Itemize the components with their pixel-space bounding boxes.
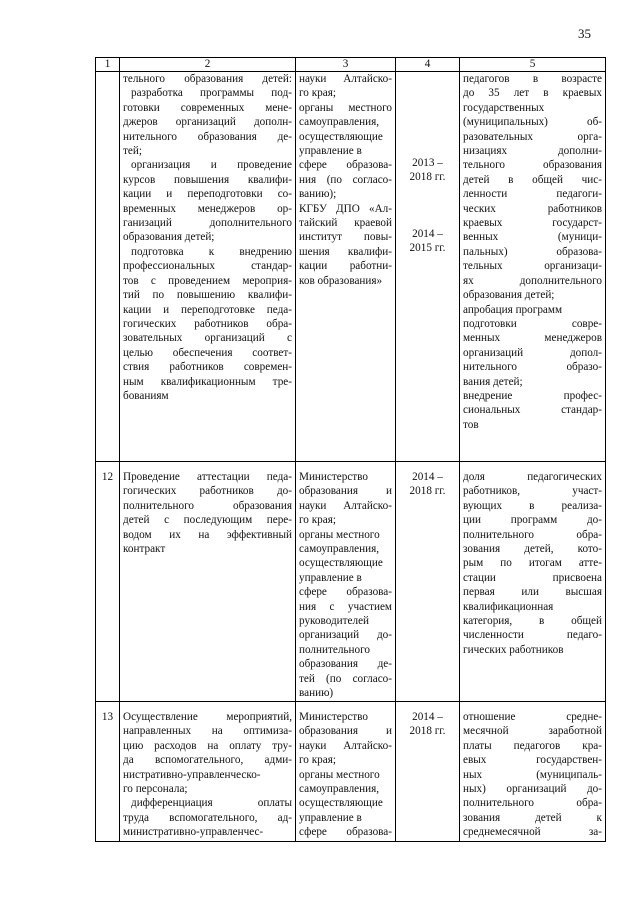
text-line: сиональных стандар- <box>463 404 602 417</box>
text-line: организация и проведение <box>131 159 292 172</box>
text-line: шения квалифи- <box>299 245 392 258</box>
text-line: образования детей; <box>463 289 555 302</box>
text-line: управление в <box>299 145 362 158</box>
text-line: ленности педагоги- <box>463 188 602 201</box>
executors-cell <box>296 72 396 462</box>
text-line: доля педагогических <box>463 471 602 483</box>
text-line: самоуправления, <box>299 543 380 556</box>
text-line: зования детей, кото- <box>463 543 602 556</box>
text-line: ванию); <box>299 188 337 201</box>
text-line: нистративно-управленческо- <box>123 768 261 781</box>
text-line: органы местного <box>299 101 392 114</box>
text-line: контракт <box>123 543 166 556</box>
text-line: численности педаго- <box>463 629 602 642</box>
text-line: тий по повышению квалифи- <box>123 289 292 302</box>
text-line: сфере образова- <box>299 159 392 172</box>
indicators-cell <box>460 462 606 702</box>
date-range-end: 2018 гг. <box>409 725 446 738</box>
text-line: самоуправления, <box>299 783 380 796</box>
text-line: тельного образования детей: <box>123 73 292 85</box>
measures-table <box>95 57 606 842</box>
text-line: первая или высшая <box>463 586 602 599</box>
text-line: тов <box>463 418 479 431</box>
text-line: кации и переподготовке педа- <box>123 303 292 316</box>
column-header: 5 <box>460 58 606 72</box>
text-line: апробация программ <box>463 303 563 316</box>
text-line: рым по итогам атте- <box>463 557 602 570</box>
text-line: осуществляющие <box>299 797 383 810</box>
indicators-cell <box>460 702 606 842</box>
text-line: направленных на оптимиза- <box>123 725 292 738</box>
text-line: го персонала; <box>123 783 188 796</box>
text-line: организаций до- <box>299 629 392 642</box>
text-line: гогических работников обра- <box>123 317 292 330</box>
text-line: полнительного образования <box>123 499 292 512</box>
text-line: курсов повышения квалифи- <box>123 173 292 186</box>
text-line: сфере образова- <box>299 826 392 839</box>
activity-cell <box>120 72 296 462</box>
date-range-end: 2018 гг. <box>409 485 446 498</box>
text-line: месячной заработной <box>463 725 602 738</box>
text-line: ния с участием <box>299 600 392 613</box>
column-header: 2 <box>120 58 296 72</box>
text-line: зования детей к <box>463 811 602 824</box>
row-number: 12 <box>96 462 120 702</box>
text-line: кации работни- <box>299 260 392 273</box>
text-line: тов с проведением мероприя- <box>123 274 292 287</box>
text-line: труда вспомогательного, ад- <box>123 811 292 824</box>
text-line: отношение средне- <box>463 711 602 723</box>
text-line: разовательных орга- <box>463 130 602 143</box>
date-range-start: 2014 – <box>412 471 443 483</box>
column-header: 1 <box>96 58 120 72</box>
text-line: образования детей; <box>123 231 215 244</box>
text-line: квалификационная <box>463 600 554 613</box>
text-line: ных) организаций до- <box>463 783 602 796</box>
text-line: науки Алтайско- <box>299 499 392 512</box>
text-line: да вспомогательного, адми- <box>123 754 292 767</box>
text-line: образования и <box>299 485 392 498</box>
text-line: полнительного обра- <box>463 528 602 541</box>
text-line: временных менеджеров ор- <box>123 202 292 215</box>
text-line: водом их на эффективный <box>123 528 292 541</box>
text-line: ях дополнительного <box>463 274 602 287</box>
text-line: органы местного <box>299 528 380 541</box>
text-line: стации присвоена <box>463 571 602 584</box>
text-line: гических работников <box>463 643 564 656</box>
text-line: го края; <box>299 87 336 100</box>
text-line: образования де- <box>299 658 392 671</box>
text-line: руководителей <box>299 615 370 628</box>
text-line: пальных) образова- <box>463 245 602 258</box>
header-row <box>96 58 606 72</box>
text-line: КГБУ ДПО «Ал- <box>299 202 392 215</box>
text-line: государственных <box>463 101 545 114</box>
text-line: ции программ до- <box>463 514 602 527</box>
text-line: краевых государст- <box>463 217 602 230</box>
text-line: го края; <box>299 514 336 527</box>
text-line: институт повы- <box>299 231 392 244</box>
text-line: министративно-управленчес- <box>123 826 264 839</box>
text-line: осуществляющие <box>299 557 383 570</box>
text-line: тайский краевой <box>299 217 392 230</box>
text-line: венных (муници- <box>463 231 602 244</box>
text-line: бованиям <box>123 389 169 402</box>
text-line: осуществляющие <box>299 130 383 143</box>
text-line: вующих в реализа- <box>463 499 602 512</box>
table-row <box>96 462 606 702</box>
text-line: работников, участ- <box>463 485 602 498</box>
text-line: ным квалификационным тре- <box>123 375 292 388</box>
text-line: образования и <box>299 725 392 738</box>
date-range-start: 2014 – <box>412 711 443 723</box>
text-line: подготовки совре- <box>463 317 602 330</box>
text-line: гогических работников до- <box>123 485 292 498</box>
text-line: менных менеджеров <box>463 332 602 345</box>
text-line: платы педагогов кра- <box>463 739 602 752</box>
text-line: Проведение аттестации педа- <box>123 471 292 483</box>
text-line: ния (по согласо- <box>299 173 392 186</box>
dates-cell <box>396 462 460 702</box>
text-line: готовки современных мене- <box>123 101 292 114</box>
text-line: разработка программы под- <box>131 87 292 100</box>
text-line: сфере образова- <box>299 586 392 599</box>
text-line: до 35 лет в краевых <box>463 87 602 100</box>
text-line: среднемесячной за- <box>463 826 602 839</box>
date-range-start: 2013 – <box>412 157 443 169</box>
text-line: подготовка к внедрению <box>131 245 292 258</box>
text-line: ческих работников <box>463 202 602 215</box>
date-range-end: 2015 гг. <box>409 242 446 255</box>
text-line: Министерство <box>299 471 368 483</box>
text-line: ных (муниципаль- <box>463 768 602 781</box>
table-row <box>96 702 606 842</box>
text-line: целью обеспечения соответ- <box>123 346 292 359</box>
text-line: управление в <box>299 811 362 824</box>
column-header: 3 <box>296 58 396 72</box>
table-row <box>96 72 606 462</box>
executors-cell <box>296 462 396 702</box>
row-number: 13 <box>96 702 120 842</box>
text-line: (муниципальных) об- <box>463 116 602 129</box>
text-line: ков образования» <box>299 274 383 287</box>
indicators-cell <box>460 72 606 462</box>
text-line: организаций допол- <box>463 346 602 359</box>
activity-cell <box>120 702 296 842</box>
column-header: 4 <box>396 58 460 72</box>
text-line: вания детей; <box>463 375 523 388</box>
text-line: органы местного <box>299 768 380 781</box>
text-line: полнительного <box>299 643 371 656</box>
text-line: нительного образо- <box>463 361 602 374</box>
text-line: евых государствен- <box>463 754 602 767</box>
text-line: кации и переподготовки со- <box>123 188 292 201</box>
text-line: науки Алтайско- <box>299 739 392 752</box>
text-line: науки Алтайско- <box>299 73 392 85</box>
text-line: цию расходов на оплату тру- <box>123 739 292 752</box>
text-line: тельного образования <box>463 159 602 172</box>
text-line: полнительного обра- <box>463 797 602 810</box>
text-line: джеров организаций дополн- <box>123 116 292 129</box>
date-range-start: 2014 – <box>412 227 443 240</box>
text-line: педагогов в возрасте <box>463 73 602 85</box>
text-line: тельных организаци- <box>463 260 602 273</box>
text-line: внедрение профес- <box>463 389 602 402</box>
activity-cell <box>120 462 296 702</box>
text-line: самоуправления, <box>299 116 380 129</box>
text-line: категория, в общей <box>463 615 602 628</box>
executors-cell <box>296 702 396 842</box>
text-line: тей; <box>123 145 142 158</box>
date-range-end: 2018 гг. <box>409 171 446 184</box>
text-line: детей в общей чис- <box>463 173 602 186</box>
text-line: нительного образования де- <box>123 130 292 143</box>
page-number: 35 <box>578 26 591 41</box>
text-line: профессиональных стандар- <box>123 260 292 273</box>
dates-cell <box>396 702 460 842</box>
text-line: детей с последующим пере- <box>123 514 292 527</box>
row-number <box>96 72 120 462</box>
text-line: ствия работников современ- <box>123 361 292 374</box>
text-line: дифференциация оплаты <box>131 797 292 810</box>
text-line: Министерство <box>299 711 368 723</box>
text-line: тей (по согласо- <box>299 672 392 685</box>
dates-cell <box>396 72 460 462</box>
text-line: Осуществление мероприятий, <box>123 711 292 723</box>
text-line: го края; <box>299 754 336 767</box>
text-line: низациях дополни- <box>463 145 602 158</box>
text-line: зовательных организаций с <box>123 332 292 345</box>
text-line: управление в <box>299 571 362 584</box>
text-line: ганизаций дополнительного <box>123 217 292 230</box>
text-line: ванию) <box>299 687 334 700</box>
